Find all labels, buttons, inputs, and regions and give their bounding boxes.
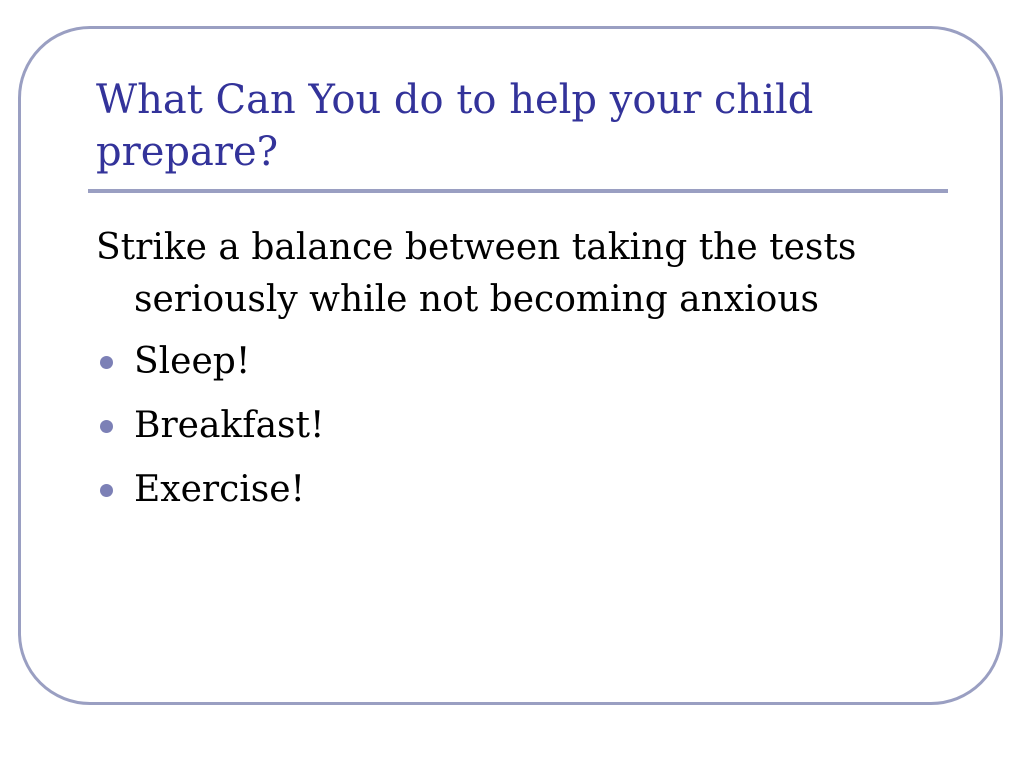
bullet-text: Exercise!	[134, 469, 306, 510]
bullet-dot-icon	[100, 484, 113, 497]
slide-body	[96, 222, 956, 528]
slide-title: What Can You do to help your child prepare?	[96, 77, 814, 175]
bullet-dot-icon	[100, 420, 113, 433]
lead-paragraph: Strike a balance between taking the tests seriously while not becoming anxious	[96, 227, 857, 320]
bullet-item-breakfast	[96, 400, 956, 452]
bullet-list	[96, 336, 956, 516]
bullet-dot-icon	[100, 356, 113, 369]
bullet-text: Breakfast!	[134, 405, 325, 446]
bullet-text: Sleep!	[134, 341, 251, 382]
bullet-item-exercise	[96, 464, 956, 516]
bullet-item-sleep	[96, 336, 956, 388]
title-divider	[88, 189, 948, 193]
